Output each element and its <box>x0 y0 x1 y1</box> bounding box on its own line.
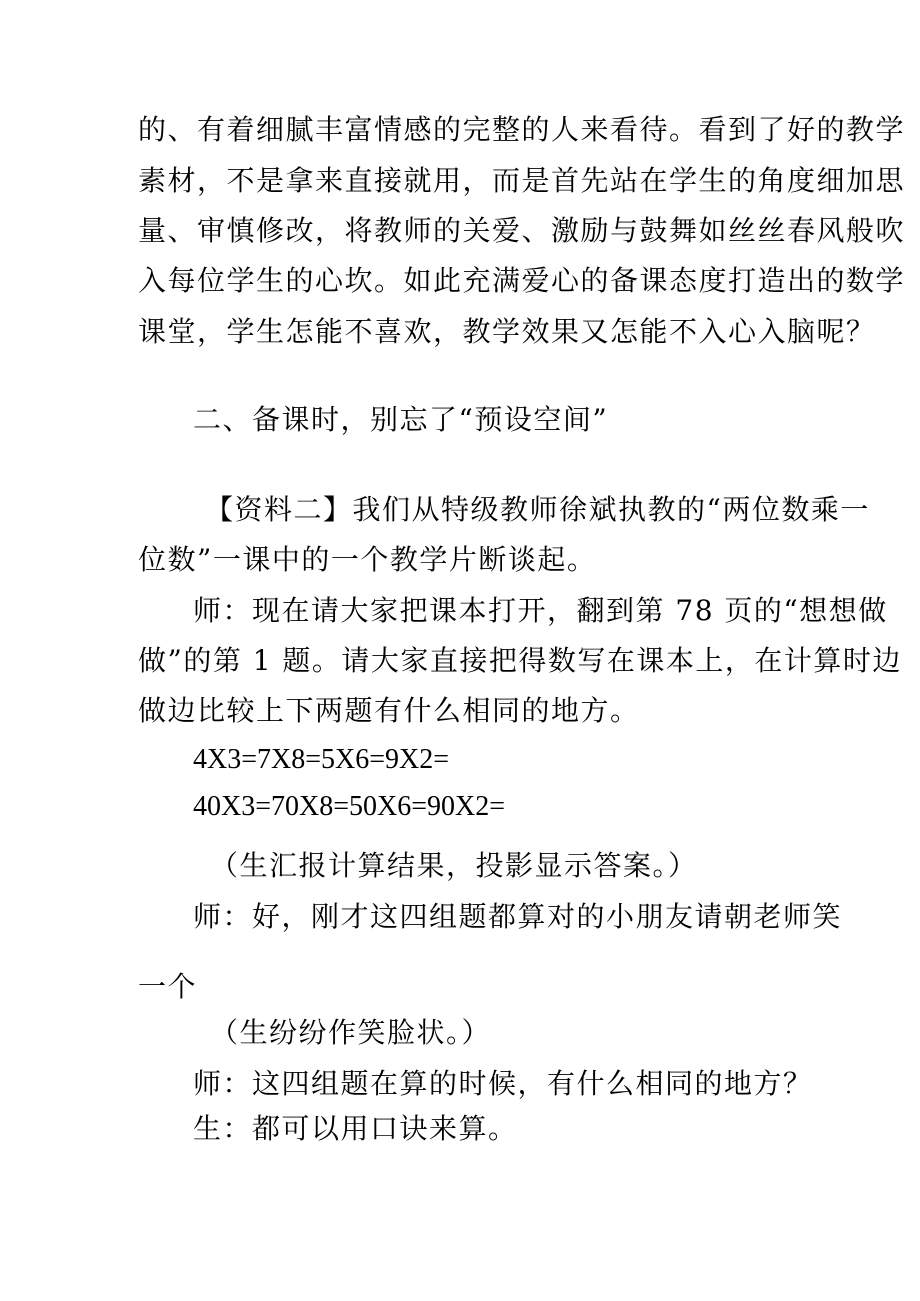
section-heading: 二、备课时，别忘了“预设空间” <box>193 403 609 436</box>
student-smile-line: （生纷纷作笑脸状。） <box>210 1016 492 1049</box>
equation-line: 4X3=7X8=5X6=9X2= <box>193 744 450 775</box>
teacher-line: 做”的第 1 题。请大家直接把得数写在课本上，在计算时边 <box>138 644 902 677</box>
material-line: 【资料二】我们从特级教师徐斌执教的“两位数乘一 <box>205 493 870 526</box>
teacher-line: 做边比较上下两题有什么相同的地方。 <box>138 694 640 727</box>
paragraph-line: 入每位学生的心坎。如此充满爱心的备课态度打造出的数学 <box>138 264 906 297</box>
teacher-line: 一个 <box>138 970 198 1003</box>
material-line: 位数”一课中的一个教学片断谈起。 <box>138 543 597 576</box>
paragraph-line: 量、审慎修改，将教师的关爱、激励与鼓舞如丝丝春风般吹 <box>138 214 906 247</box>
student-report-line: （生汇报计算结果，投影显示答案。） <box>210 849 698 882</box>
student-answer-line: 生：都可以用口诀来算。 <box>193 1112 518 1145</box>
equation-line: 40X3=70X8=50X6=90X2= <box>193 791 506 822</box>
teacher-line: 师：现在请大家把课本打开，翻到第 78 页的“想想做 <box>193 594 888 627</box>
paragraph-line: 的、有着细腻丰富情感的完整的人来看待。看到了好的教学 <box>138 113 906 146</box>
teacher-line: 师：好，刚才这四组题都算对的小朋友请朝老师笑 <box>193 900 843 933</box>
teacher-line: 师：这四组题在算的时候，有什么相同的地方？ <box>193 1067 813 1100</box>
paragraph-line: 素材，不是拿来直接就用，而是首先站在学生的角度细加思 <box>138 164 906 197</box>
paragraph-line: 课堂，学生怎能不喜欢，教学效果又怎能不入心入脑呢？ <box>138 315 876 348</box>
